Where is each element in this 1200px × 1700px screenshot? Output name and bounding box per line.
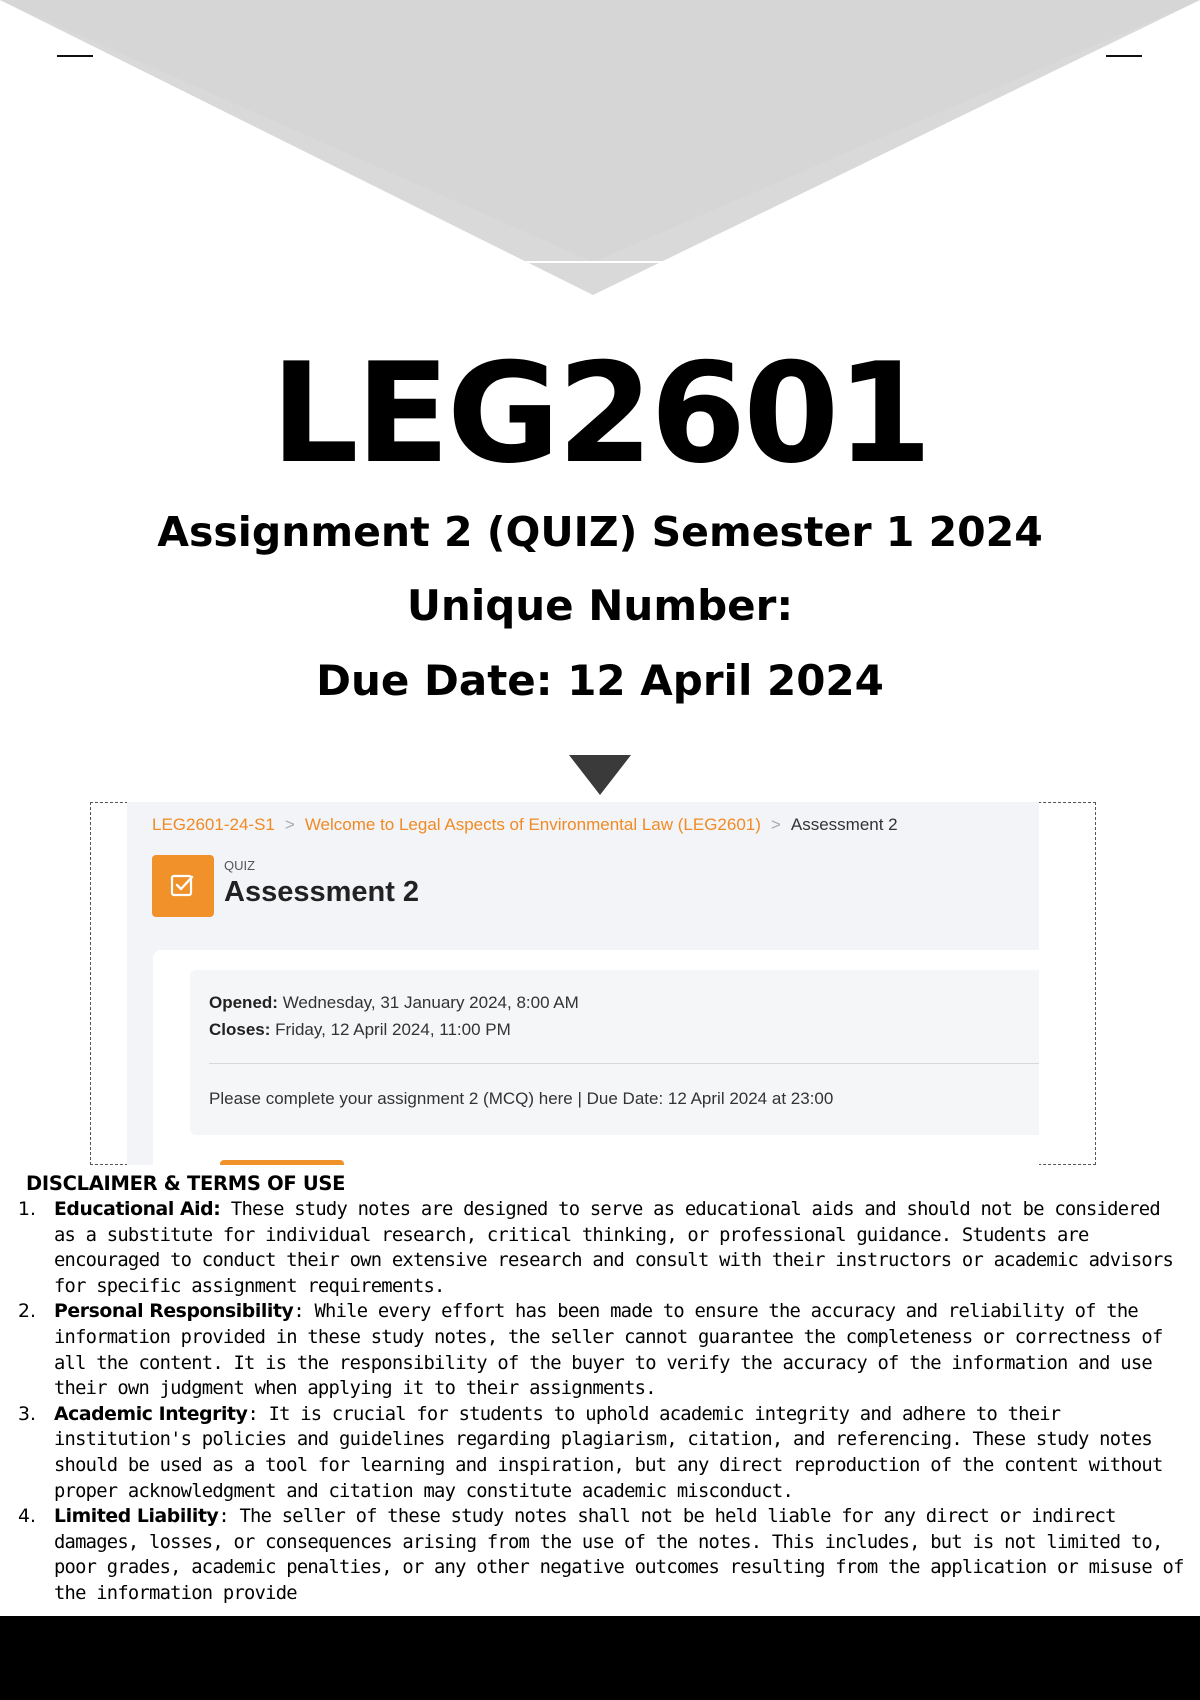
activity-title: Assessment 2 [224,876,420,908]
disclaimer-item-number: 3. [18,1403,36,1425]
quiz-icon [152,855,214,917]
corner-line-right [1106,55,1142,57]
disclaimer-item [0,1197,1200,1299]
disclaimer-item-text: These study notes are designed to serve as educational aids and should not be considered as a substitute for individual research, critical thinking, or professional guidance. Students are encouraged to conduct their own extensive research and consult with their instructors or academic advisors for specific assignment requirements. [54,1199,1174,1297]
dates-divider [209,1063,1039,1064]
activity-card [153,950,1039,1165]
bottom-black-bar [0,1616,1200,1700]
assignment-subtitle: Assignment 2 (QUIZ) Semester 1 2024 [157,508,1043,556]
opened-value: Wednesday, 31 January 2024, 8:00 AM [282,993,579,1012]
closes-value: Friday, 12 April 2024, 11:00 PM [275,1020,511,1039]
activity-dates [190,970,1039,1135]
breadcrumb-course-link[interactable]: LEG2601-24-S1 [152,815,275,834]
disclaimer-item-number: 2. [18,1301,36,1323]
disclaimer-item-text: : While every effort has been made to ensure the accuracy and reliability of the information provided in these study notes, the seller cannot guarantee the completeness or correctness of all the content. It is the responsibility of the buyer to verify the accuracy of the information and use their own judgment when applying it to their assignments. [54,1301,1163,1400]
quiz-screenshot [127,802,1039,1165]
activity-type-label: QUIZ [224,858,256,873]
activity-description: Please complete your assignment 2 (MCQ) here | Due Date: 12 April 2024 at 23:00 [209,1089,834,1108]
opened-label: Opened: [209,993,278,1012]
course-code-title: LEG2601 [270,333,930,494]
disclaimer-item-text: : The seller of these study notes shall not be held liable for any direct or indirect damages, losses, or consequences arising from the use of the notes. This includes, but is not limited to, poor grades, academic penalties, or any other negative outcomes resulting from the application or misuse of the information provide [54,1506,1184,1604]
disclaimer-item-term: Academic Integrity [54,1403,248,1425]
disclaimer-item-text: : It is crucial for students to uphold academic integrity and adhere to their institution's policies and guidelines regarding plagiarism, citation, and referencing. These study notes should be used as a tool for learning and inspiration, but any direct reproduction of the content without proper acknowledgment and citation may constitute academic misconduct. [54,1403,1163,1502]
breadcrumb [152,815,898,835]
breadcrumb-separator-icon: > [284,815,295,834]
disclaimer-item-term: Educational Aid: [54,1199,221,1220]
disclaimer-item [0,1402,1200,1504]
disclaimer-item [0,1299,1200,1401]
disclaimer-item-term: Limited Liability [54,1506,219,1528]
down-arrow-icon [569,755,631,795]
disclaimer-item-number: 4. [18,1506,36,1528]
disclaimer-item [0,1504,1200,1606]
disclaimer-item-term: Personal Responsibility [54,1301,294,1323]
disclaimer-heading: DISCLAIMER & TERMS OF USE [26,1172,346,1195]
closes-label: Closes: [209,1020,271,1039]
breadcrumb-separator-icon: > [770,815,781,834]
due-date-line: Due Date: 12 April 2024 [316,656,884,705]
breadcrumb-current: Assessment 2 [790,815,898,834]
breadcrumb-section-link[interactable]: Welcome to Legal Aspects of Environmental Law (LEG2601) [304,815,761,834]
opened-date [209,993,579,1013]
disclaimer-list [0,1197,1200,1607]
attempt-quiz-button[interactable] [220,1160,344,1165]
disclaimer-item-number: 1. [18,1199,36,1220]
corner-line-left [57,55,93,57]
closes-date [209,1020,511,1040]
top-chevron-graphic [0,0,1200,300]
unique-number-line: Unique Number: [406,581,794,630]
